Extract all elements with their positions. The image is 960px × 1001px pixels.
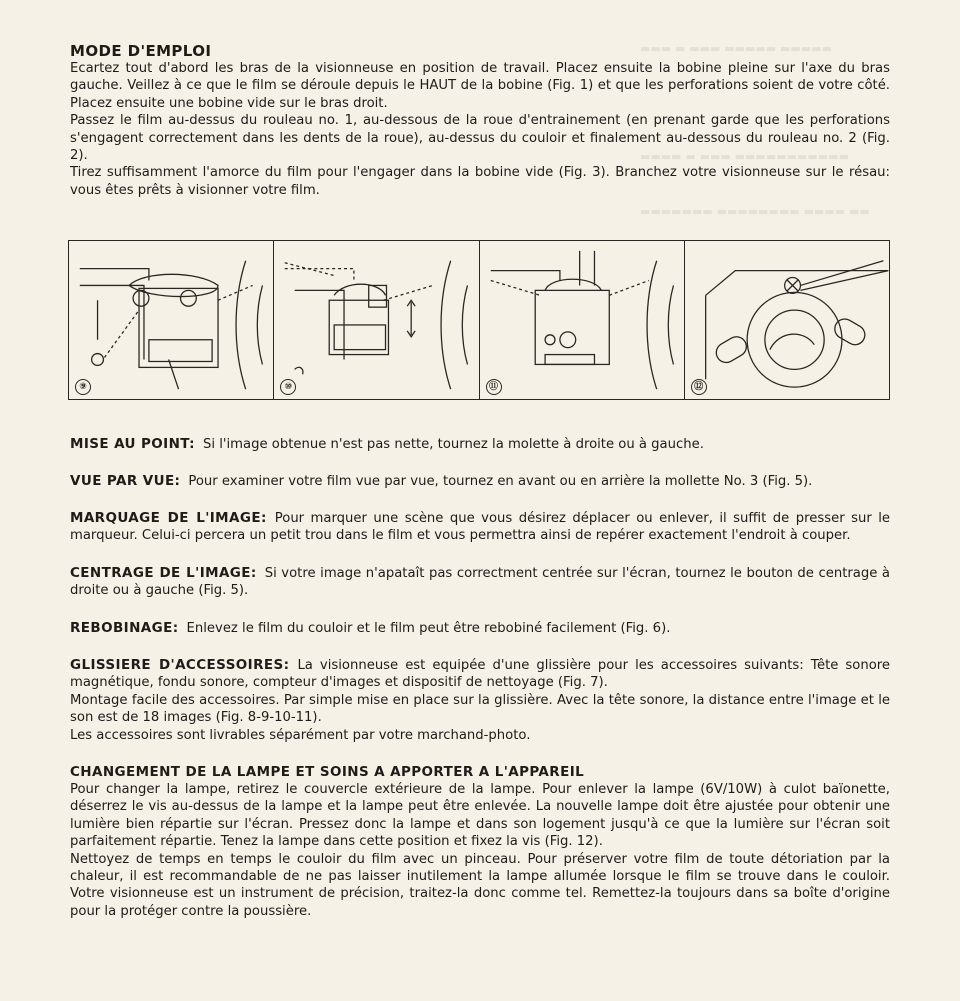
figure-12 [685,241,889,399]
intro-paragraph: Tirez suffisamment l'amorce du film pour l'engager dans la bobine vide (Fig. 3). Branchez votre visionneuse sur le résau: vous êtes prêts à visionner votre film. [70,165,890,198]
section-label: MARQUAGE DE L'IMAGE: [70,510,267,526]
section-lampe [70,764,890,920]
section-text: Si votre image n'apataît pas correctment centrée sur l'écran, tournez le bouton de centrage à droite ou à gauche (Fig. 5). [70,566,890,599]
section-label: GLISSIERE D'ACCESSOIRES: [70,657,290,673]
section-text: Pour marquer une scène que vous désirez déplacer ou enlever, il suffit de presser sur le marqueur. Celui-ci percera un petit trou dans le film et vous permettra ainsi de repérer exactement l'endroit à couper. [70,511,890,544]
figure-10 [274,241,479,399]
section-label: VUE PAR VUE: [70,473,181,489]
figure-number: ⑫ [691,379,707,395]
section-mise-au-point [70,436,890,453]
show-through-text: ▬▬▬ ▬ ▬▬▬ ▬▬▬▬▬ ▬▬▬▬▬ [640,42,833,55]
figure-number: ⑩ [280,379,296,395]
intro-paragraph: Passez le film au-dessus du rouleau no. 1, au-dessous de la roue d'entrainement (en prenant garde que les perforations s'engagent correctement dans les dents de la roue), au-dessus du couloir et finalement au-dessous du rouleau no. 2 (Fig. 2). [70,113,890,164]
section-label: CENTRAGE DE L'IMAGE: [70,565,257,581]
section-label: MISE AU POINT: [70,436,195,452]
figure-9 [69,241,274,399]
show-through-text: ▬▬▬▬▬▬▬ ▬▬▬▬▬▬▬▬ ▬▬▬▬ ▬▬ [640,205,870,218]
section-text: Nettoyez de temps en temps le couloir du film avec un pinceau. Pour préserver votre film de toute détoriation par la chaleur, il est recommandable de ne pas laisser inutilement la lampe allumée lorsque le film se trouve dans le couloir. Votre visionneuse est un instrument de précision, traitez-la donc comme tel. Remettez-la toujours dans sa boîte d'origine pour la protéger contre la poussière. [70,851,890,919]
section-marquage [70,510,890,545]
figure-11 [480,241,685,399]
section-heading: CHANGEMENT DE LA LAMPE ET SOINS A APPORTER A L'APPAREIL [70,764,585,780]
figure-number: ⑪ [486,379,502,395]
section-text: Pour examiner votre film vue par vue, tournez en avant ou en arrière la mollette No. 3 (Fig. 5). [188,474,813,489]
page-title: MODE D'EMPLOI [70,42,212,60]
figure-number: ⑨ [75,379,91,395]
section-text: La visionneuse est equipée d'une glissière pour les accessoires suivants: Tête sonore magnétique, fondu sonore, compteur d'images et dispositif de nettoyage (Fig. 7). [70,658,891,691]
show-through-text: ▬▬▬▬ ▬ ▬▬▬ ▬▬▬▬▬▬▬▬▬▬▬ [640,150,849,163]
section-rebobinage [70,620,890,637]
section-vue-par-vue [70,473,890,490]
section-text: Pour changer la lampe, retirez le couvercle extérieure de la lampe. Pour enlever la lampe (6V/10W) à culot baïonette, déserrez le vis au-dessus de la lampe et la lampe peut être enlevée. La nouvelle lampe doit être ajustée pour obtenir une lumière bien répartie sur l'écran. Pressez donc la lampe et dans son logement jusqu'à ce que la lumière sur l'écran soit parfaitement répartie. Tenez la lampe dans cette position et fixez la vis (Fig. 12). [70,782,890,850]
section-label: REBOBINAGE: [70,620,179,636]
section-text: Les accessoires sont livrables séparément par votre marchand-photo. [70,727,531,743]
intro-block [70,42,890,199]
figure-strip [68,240,890,400]
section-centrage [70,565,890,600]
section-text: Si l'image obtenue n'est pas nette, tournez la molette à droite ou à gauche. [202,437,704,452]
intro-paragraph: Ecartez tout d'abord les bras de la visionneuse en position de travail. Placez ensuite la bobine pleine sur l'axe du bras gauche. Veillez à ce que le film se déroule depuis le HAUT de la bobine (Fig. 1) et que les perforations soient de votre côté. Placez ensuite une bobine vide sur le bras droit. [70,61,890,111]
section-glissiere [70,657,890,744]
section-text: Montage facile des accessoires. Par simple mise en place sur la glissière. Avec la tête sonore, la distance entre l'image et le son est de 18 images (Fig. 8-9-10-11). [70,692,890,726]
section-text: Enlevez le film du couloir et le film peut être rebobiné facilement (Fig. 6). [186,621,671,636]
